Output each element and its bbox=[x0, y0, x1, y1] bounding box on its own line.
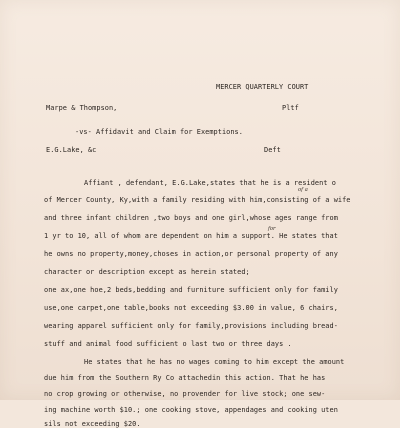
document-title: -vs- Affidavit and Claim for Exemptions. bbox=[75, 128, 243, 136]
body-line: and three infant children ,two boys and one girl,whose ages range from bbox=[44, 214, 338, 222]
plaintiff-role: Pltf bbox=[282, 104, 299, 112]
body-line: of Mercer County, Ky,with a family residing with him,consisting of a wife bbox=[44, 196, 351, 204]
body-line: He states that he has no wages coming to him except the amount bbox=[84, 358, 345, 366]
body-line: use,one carpet,one table,books not exceeding $3.00 in value, 6 chairs, bbox=[44, 304, 338, 312]
annotation-for: for bbox=[268, 226, 276, 232]
court-name: MERCER QUARTERLY COURT bbox=[216, 83, 309, 91]
body-line: ing machine worth $10.; one cooking stove, appendages and cooking uten bbox=[44, 406, 338, 414]
body-line: 1 yr to 10, all of whom are dependent on him a support. He states that bbox=[44, 232, 338, 240]
plaintiff-name: Marpe & Thompson, bbox=[46, 104, 118, 112]
defendant-name: E.G.Lake, &c bbox=[46, 146, 97, 154]
annotation-of-a: of a bbox=[298, 187, 308, 193]
body-line: no crop growing or otherwise, no provender for live stock; one sew- bbox=[44, 390, 326, 398]
body-line: stuff and animal food sufficient o last two or three days . bbox=[44, 340, 292, 348]
body-line: one ax,one hoe,2 beds,bedding and furniture sufficient only for family bbox=[44, 286, 338, 294]
body-line: he owns no property,money,choses in action,or personal property of any bbox=[44, 250, 338, 258]
body-line: character or description except as herein stated; bbox=[44, 268, 250, 276]
body-line: wearing apparel sufficient only for family,provisions including bread- bbox=[44, 322, 338, 330]
body-line: Affiant , defendant, E.G.Lake,states that he is a resident o bbox=[84, 179, 336, 187]
defendant-role: Deft bbox=[264, 146, 281, 154]
body-line: sils not exceeding $20. bbox=[44, 420, 141, 428]
body-line: due him from the Southern Ry Co attachedin this action. That he has bbox=[44, 374, 326, 382]
